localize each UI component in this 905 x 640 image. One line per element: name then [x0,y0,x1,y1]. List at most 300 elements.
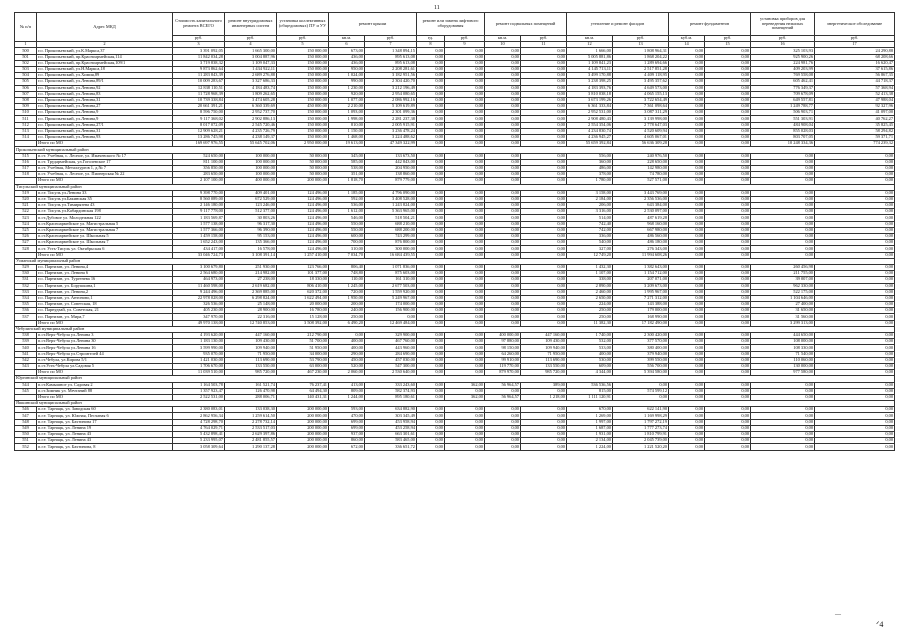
row-number-cell: 543 [15,363,37,369]
value-cell: 551 303,91 [751,116,815,122]
value-cell: 2 950 000,00 [277,141,329,147]
value-cell: 123 246,00 [225,203,277,209]
value-cell: 200 000,00 [277,444,329,450]
value-cell: 0,00 [485,289,521,295]
value-cell: 0,00 [445,289,485,295]
value-cell: 5 005 881,86 [567,54,613,60]
address-cell: г.о. Партизан, ул. Антоново,1 [37,295,173,301]
value-cell: 59 371,71 [815,135,895,141]
address-cell: г.о. Прокопьевский, ул.Ленина,93 [37,135,173,141]
value-cell: 71 950,00 [521,351,567,357]
value-cell: 0,00 [815,252,895,258]
value-cell: 362,00 [445,382,485,388]
value-cell: 161 521,74 [225,382,277,388]
value-cell: 0,00 [705,314,751,320]
value-cell: 806,40 [329,264,365,270]
value-cell: 109 430,00 [225,339,277,345]
section-label: Юргинский муниципальный район [15,376,895,382]
value-cell: 0,00 [705,283,751,289]
value-cell: 0,00 [815,419,895,425]
value-cell: 27 400,00 [751,302,815,308]
value-cell: 11 039 510,00 [173,370,225,376]
value-cell: 443 960,00 [365,345,417,351]
value-cell: 0,00 [669,159,705,165]
row-number-cell: 513 [15,128,37,134]
value-cell: 22 978 028,00 [173,295,225,301]
value-cell: 0,00 [485,277,521,283]
column-number-cell: 17 [815,42,895,48]
value-cell: 0,00 [445,122,485,128]
value-cell: 12 838 110,51 [173,85,225,91]
value-cell: 10 248 334,36 [751,141,815,147]
value-cell: 0,00 [669,234,705,240]
value-cell: 174 000,00 [365,302,417,308]
value-cell: 895 613,08 [365,54,417,60]
value-cell: 251 930,00 [225,264,277,270]
value-cell: 0,00 [705,178,751,184]
row-number-cell: 518 [15,172,37,178]
value-cell: 113 690,00 [521,357,567,363]
value-cell: 486 560,00 [613,234,669,240]
value-cell: 399 550,00 [613,357,669,363]
value-cell: 748,80 [329,271,365,277]
value-cell: 0,00 [669,73,705,79]
value-cell: 2 134,00 [567,438,613,444]
value-cell: 0,00 [705,357,751,363]
value-cell: 0,00 [705,252,751,258]
section-label: Усманский муниципальный район [15,258,895,264]
value-cell: 2 369 885,00 [225,289,277,295]
value-cell: 0,00 [669,264,705,270]
value-cell: 876 800,00 [365,240,417,246]
value-cell: 2 545 720,46 [225,122,277,128]
value-cell: 56 964,57 [485,382,521,388]
value-cell: 0,00 [521,314,567,320]
value-cell: 150 000,00 [277,97,329,103]
value-cell: 3 391 092,05 [173,48,225,54]
value-cell: 108 330,00 [751,345,815,351]
value-cell: 0,00 [705,221,751,227]
address-cell: п.ст.Красноармейское ул. Школьная 5 [37,234,173,240]
unit-cell: кв.м. [485,36,521,42]
value-cell: 2 146 180,00 [173,203,225,209]
value-cell: 16 620,47 [815,60,895,66]
value-cell: 4 183 393,76 [567,85,613,91]
handwritten-corner-mark: ᐟ4 [876,620,884,629]
address-cell: п.ст. Трудармейская, ул.Гоголевское 17 [37,159,173,165]
value-cell: 2 460,00 [567,289,613,295]
value-cell: 0,00 [521,425,567,431]
row-number-cell: 524 [15,221,37,227]
value-cell: 11 728 968,39 [173,91,225,97]
value-cell: 442 843,00 [365,159,417,165]
value-cell: 1 687,00 [567,425,613,431]
value-cell: 0,00 [815,277,895,283]
row-number-cell: 534 [15,295,37,301]
handwritten-dash: — [835,612,841,618]
value-cell: 2 862 956,34 [173,413,225,419]
row-number-cell: 501 [15,54,37,60]
value-cell: 530,00 [567,357,613,363]
value-cell: 1 666,00 [567,48,613,54]
value-cell: 389,00 [521,382,567,388]
value-cell: 200 000,00 [277,413,329,419]
value-cell: 0,00 [815,215,895,221]
value-cell: 0,00 [485,444,521,450]
row-number-cell: 500 [15,48,37,54]
value-cell: 2 304 420,70 [365,79,417,85]
value-cell: 3 316,00 [567,209,613,215]
value-cell: 1 257 410,00 [277,252,329,258]
table-row [15,444,895,450]
value-cell: 0,00 [669,308,705,314]
value-cell: 150 000,00 [277,135,329,141]
value-cell: 0,00 [417,333,445,339]
value-cell: 3 004 887,96 [225,54,277,60]
value-cell: 536,00 [329,203,365,209]
value-cell: 0,00 [521,110,567,116]
value-cell: 2 281 237,38 [365,116,417,122]
value-cell: 434 417,00 [173,246,225,252]
value-cell: 378,00 [567,172,613,178]
value-cell: 0,00 [815,370,895,376]
section-label: Прокопьевский муниципальный район [15,147,895,153]
address-cell: п.г.т. Тисуль ул.Ленина 33 [37,190,173,196]
value-cell: 5 363 965,00 [365,209,417,215]
address-cell: г.о. Прокопьевский, ул.Ленина,27/1 [37,122,173,128]
value-cell: 113 690,00 [225,357,277,363]
value-cell: 0,00 [485,271,521,277]
value-cell: 150 000,00 [277,66,329,72]
header-roof: ремонт крыши [329,13,417,36]
value-cell: 0,00 [485,48,521,54]
value-cell: 776 349,37 [751,85,815,91]
value-cell: 937,00 [329,432,365,438]
value-cell: 51 950,00 [277,345,329,351]
value-cell: 0,00 [521,141,567,147]
value-cell: 585,00 [329,159,365,165]
value-cell: 0,00 [669,363,705,369]
value-cell: 605 462,41 [751,79,815,85]
value-cell: 0,00 [815,438,895,444]
value-cell: 649 557,81 [751,97,815,103]
value-cell: 9 398 770,00 [173,190,225,196]
value-cell: 200 000,00 [277,432,329,438]
row-number-cell: 540 [15,345,37,351]
value-cell: 0,00 [705,128,751,134]
value-cell: 0,00 [445,234,485,240]
value-cell: 0,00 [815,234,895,240]
value-cell: 5 394 580,00 [613,370,669,376]
value-cell: 1 622 494,00 [277,295,329,301]
value-cell: 0,00 [669,419,705,425]
value-cell: 556,00 [567,153,613,159]
value-cell: 0,00 [815,159,895,165]
value-cell: 2 778 647,03 [613,122,669,128]
value-cell: 71 540,00 [751,351,815,357]
value-cell: 0,00 [815,394,895,400]
value-cell: 150 000,00 [277,128,329,134]
address-cell: п.г.т. Тарнацк, ул. Ленина 19 [37,425,173,431]
value-cell: 0,00 [669,339,705,345]
value-cell: 487 619,28 [613,215,669,221]
value-cell: 0,00 [485,234,521,240]
value-cell: 0,00 [485,128,521,134]
value-cell: 0,00 [751,190,815,196]
value-cell: 0,00 [417,388,445,394]
value-cell: 161 310,00 [365,277,417,283]
row-number-cell: 538 [15,333,37,339]
value-cell: 0,00 [751,240,815,246]
value-cell: 444 650,00 [751,333,815,339]
address-cell: п.ст. Учебная, с. Лесное, ул. Пионерская № 22 [37,172,173,178]
value-cell: 0,00 [485,141,521,147]
value-cell: 0,00 [485,320,521,326]
address-cell: г.о. Прокопьевский, ул.Ленина,31 [37,97,173,103]
value-cell: 0,00 [445,178,485,184]
value-cell: 0,00 [521,308,567,314]
row-number-cell: 539 [15,339,37,345]
value-cell: 0,00 [705,215,751,221]
unit-cell: кв.м. [567,36,613,42]
repair-cost-table-sheet [14,12,894,451]
value-cell: 1 024,00 [329,73,365,79]
column-number-cell: 14 [669,42,705,48]
value-cell: 11 460 598,00 [173,283,225,289]
value-cell: 0,00 [445,425,485,431]
value-cell: 447 160,00 [225,333,277,339]
value-cell: 0,00 [521,190,567,196]
address-cell: п.ст.Верх-Чебула ул.Строителей 44 [37,351,173,357]
value-cell: 609,00 [567,363,613,369]
value-cell: 0,00 [705,370,751,376]
value-cell: 27 238,00 [225,277,277,283]
value-cell: 52 413,38 [815,91,895,97]
value-cell: 6 360 339,69 [225,104,277,110]
value-cell: 150 000,00 [277,73,329,79]
address-cell: г.о. Прокопьевский, ул.Ленина,9 [37,110,173,116]
value-cell: 0,00 [417,432,445,438]
column-number-cell: 8 [417,42,445,48]
column-number-cell: 16 [751,42,815,48]
address-cell: г.о. Партизан, ул. Тургенева 16 [37,277,173,283]
row-number-cell: 547 [15,413,37,419]
address-cell: г.о. Партизан, ул. Мира,7 [37,314,173,320]
value-cell: 3 108 391,14 [225,252,277,258]
value-cell: 0,00 [751,178,815,184]
value-cell: 17 182 490,00 [613,320,669,326]
value-cell: 156 900,00 [365,308,417,314]
value-cell: 2 952 737,70 [225,110,277,116]
value-cell: 1 432,30 [567,264,613,270]
value-cell: 0,00 [521,73,567,79]
value-cell: 533,00 [567,345,613,351]
value-cell: 0,00 [815,407,895,413]
value-cell: 0,00 [445,79,485,85]
value-cell: 0,00 [705,54,751,60]
value-cell: 2 208 281,61 [365,66,417,72]
value-cell: 0,00 [417,234,445,240]
value-cell: 0,00 [705,388,751,394]
value-cell: 1 577 366,00 [173,227,225,233]
value-cell: 0,00 [751,203,815,209]
row-number-cell: 502 [15,60,37,66]
header-number: № п/п [15,13,37,42]
value-cell: 8 560 089,00 [173,196,225,202]
value-cell: 0,00 [521,240,567,246]
unit-cell: руб. [173,36,225,42]
value-cell: 0,00 [485,172,521,178]
row-number-cell: 515 [15,153,37,159]
value-cell: 0,00 [669,221,705,227]
value-cell: 0,00 [705,85,751,91]
value-cell: 527 571,00 [613,178,669,184]
value-cell: 377 570,00 [613,339,669,345]
value-cell: 0,00 [815,308,895,314]
value-cell: 4 145 713,11 [567,66,613,72]
address-cell: г.о. Партизан, ул. Ленина,4 [37,264,173,270]
value-cell: 0,00 [705,320,751,326]
value-cell: 13 286 745,98 [173,135,225,141]
value-cell: 336 651,72 [365,444,417,450]
value-cell: 0,00 [669,252,705,258]
value-cell: 1 224,00 [567,444,613,450]
value-cell: 405 230,00 [173,308,225,314]
value-cell: 329 900,00 [365,333,417,339]
value-cell: 0,00 [521,91,567,97]
value-cell: 3 719 838,32 [173,60,225,66]
value-cell: 0,00 [445,419,485,425]
value-cell: 0,00 [445,196,485,202]
value-cell: 8 596 750,00 [173,110,225,116]
value-cell: 538,00 [329,165,365,171]
row-number-cell: 507 [15,91,37,97]
value-cell: 0,00 [485,91,521,97]
value-cell: 0,00 [485,110,521,116]
value-cell: 0,00 [445,60,485,66]
value-cell: 0,00 [417,308,445,314]
section-label: Яшкинский муниципальный район [15,401,895,407]
value-cell: 0,00 [417,116,445,122]
value-cell: 743 299,00 [365,234,417,240]
value-cell: 200 000,00 [277,407,329,413]
value-cell: 550,00 [329,227,365,233]
value-cell: 0,00 [815,153,895,159]
header-row-titles [15,13,895,36]
value-cell: 0,00 [669,209,705,215]
value-cell: 211 755,00 [751,271,815,277]
value-cell: 0,00 [485,178,521,184]
value-cell: 0,00 [705,203,751,209]
value-cell: 0,00 [445,215,485,221]
value-cell: 124 496,00 [277,215,329,221]
value-cell: 50 000,00 [277,165,329,171]
value-cell: 99 910,00 [485,357,521,363]
value-cell: 25 148,00 [225,302,277,308]
value-cell: 774 239,32 [815,141,895,147]
value-cell: 0,00 [669,246,705,252]
value-cell: 0,00 [815,333,895,339]
header-elevator: ремонт или замена лифтового оборудования [417,13,485,36]
unit-cell: руб. [365,36,417,42]
value-cell: 0,00 [705,122,751,128]
value-cell: 207 071,00 [613,277,669,283]
value-cell: 2 890,00 [567,283,613,289]
value-cell: 0,00 [705,190,751,196]
value-cell: 0,00 [445,165,485,171]
value-cell: 0,00 [485,407,521,413]
value-cell: 447 160,00 [521,333,567,339]
value-cell: 0,00 [669,394,705,400]
value-cell: 0,00 [417,264,445,270]
value-cell: 57 368,94 [815,85,895,91]
value-cell: 0,00 [815,178,895,184]
value-cell: 1 290 137,28 [225,444,277,450]
value-cell: 0,00 [485,203,521,209]
value-cell: 0,00 [417,363,445,369]
value-cell: 3 673 199,26 [567,97,613,103]
value-cell: 0,00 [751,153,815,159]
value-cell: 1 185,00 [329,190,365,196]
value-cell: 0,00 [521,203,567,209]
value-cell: 214 982,00 [225,271,277,277]
value-cell: 0,00 [445,302,485,308]
value-cell: 0,00 [485,66,521,72]
address-cell: г.о. Прокопьевский, ул.Ленина,89/1 [37,79,173,85]
value-cell: 2 954 080,65 [365,91,417,97]
value-cell: 200 000,00 [277,425,329,431]
address-cell: п.ст. Усть-Тисуль ул. Октябрьская 6 [37,246,173,252]
value-cell: 1 818,70 [329,178,365,184]
value-cell: 9 117 778,00 [173,209,225,215]
value-cell: 124 496,00 [277,209,329,215]
value-cell: 0,00 [417,128,445,134]
value-cell: 2 278 732,14 [225,419,277,425]
value-cell: 0,00 [417,190,445,196]
row-number-cell: 523 [15,215,37,221]
value-cell: 44 718,37 [815,79,895,85]
value-cell: 0,00 [705,351,751,357]
value-cell: 0,00 [751,388,815,394]
value-cell: 0,00 [445,252,485,258]
address-cell: г.о. Прокопьевский, пр.Красноармейская,114 [37,54,173,60]
value-cell: 224,00 [567,302,613,308]
value-cell: 2 952 531,00 [567,110,613,116]
value-cell: 0,00 [521,271,567,277]
address-cell: г.о. Партизан, ул. Борушкина,1 [37,283,173,289]
value-cell: 133 550,00 [225,363,277,369]
address-cell: п.ст.Камышное ул. Садовая 2 [37,382,173,388]
value-cell: 803 707,05 [751,135,815,141]
value-cell: 0,00 [445,345,485,351]
value-cell: 0,00 [669,370,705,376]
value-cell: 620 372,00 [277,289,329,295]
value-cell: 0,00 [751,413,815,419]
value-cell: 56 964,57 [485,394,521,400]
value-cell: 110 060,00 [751,357,815,363]
value-cell: 0,00 [815,345,895,351]
value-cell: 990,00 [329,79,365,85]
value-cell: 0,00 [329,333,365,339]
address-cell: Итого по МО [37,370,173,376]
value-cell: 16 578,00 [225,246,277,252]
value-cell: 0,00 [417,444,445,450]
value-cell: 409 401,00 [225,190,277,196]
value-cell: 3 474 605,28 [225,97,277,103]
value-cell: 0,00 [417,135,445,141]
value-cell: 0,00 [815,382,895,388]
value-cell: 0,00 [445,320,485,326]
